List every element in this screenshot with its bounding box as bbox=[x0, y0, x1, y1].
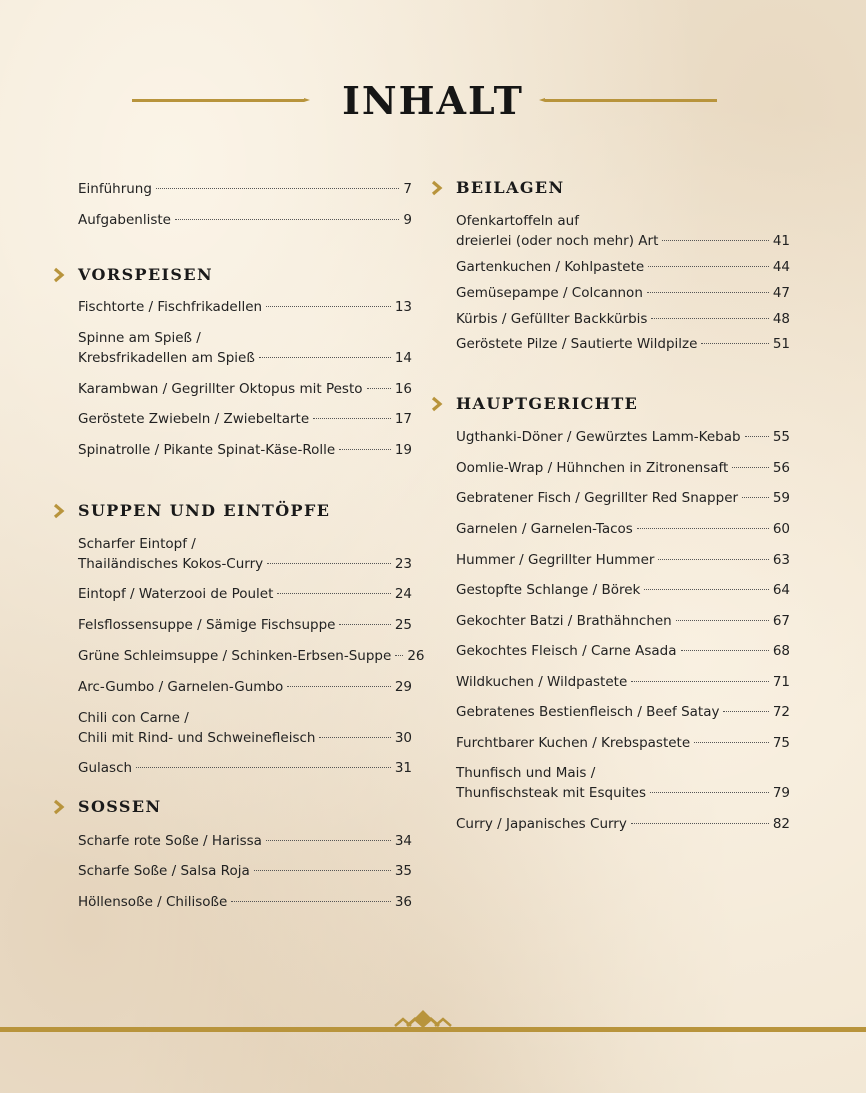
toc-entry[interactable] bbox=[456, 641, 790, 661]
toc-entry-line bbox=[78, 728, 412, 748]
toc-entry-title: Chili mit Rind- und Schweinefleisch bbox=[78, 730, 316, 746]
toc-entry-page-number: 48 bbox=[772, 311, 790, 327]
toc-entry-title: Fischtorte / Fischfrikadellen bbox=[78, 299, 263, 315]
toc-entry-page-number: 75 bbox=[772, 735, 790, 751]
toc-entry-line bbox=[78, 210, 412, 230]
toc-entry-page-number: 35 bbox=[394, 863, 412, 879]
dot-leader bbox=[266, 840, 391, 841]
dot-leader bbox=[648, 266, 769, 267]
toc-entry-title: Wildkuchen / Wildpastete bbox=[456, 674, 628, 690]
toc-entry-page-number: 26 bbox=[407, 648, 425, 664]
toc-entry-page-number: 25 bbox=[394, 617, 412, 633]
toc-entry-line bbox=[456, 702, 790, 722]
toc-entry-line bbox=[456, 283, 790, 303]
toc-entry[interactable] bbox=[456, 211, 790, 251]
toc-entry-title: Garnelen / Garnelen-Tacos bbox=[456, 521, 633, 537]
toc-entry-line bbox=[456, 427, 790, 447]
toc-entry-title: Aufgabenliste bbox=[78, 212, 171, 228]
dot-leader bbox=[339, 624, 390, 625]
toc-entry-page-number: 71 bbox=[772, 674, 790, 690]
toc-entry-page-number: 67 bbox=[772, 613, 790, 629]
toc-entry[interactable] bbox=[78, 179, 412, 199]
toc-entry-title: Gebratener Fisch / Gegrillter Red Snapper bbox=[456, 490, 739, 506]
section-heading bbox=[52, 262, 412, 288]
toc-entry-line bbox=[78, 348, 412, 368]
dot-leader bbox=[650, 792, 769, 793]
toc-entry-title: Spinatrolle / Pikante Spinat-Käse-Rolle bbox=[78, 442, 336, 458]
toc-entry-page-number: 24 bbox=[394, 586, 412, 602]
dot-leader bbox=[266, 306, 391, 307]
toc-entry-page-number: 60 bbox=[772, 521, 790, 537]
toc-entry-title: Curry / Japanisches Curry bbox=[456, 816, 627, 832]
toc-entry[interactable] bbox=[456, 733, 790, 753]
toc-entry[interactable] bbox=[456, 580, 790, 600]
toc-entry-line bbox=[456, 334, 790, 354]
toc-entry-line bbox=[78, 379, 412, 399]
dot-leader bbox=[651, 318, 768, 319]
toc-entry-line bbox=[78, 758, 412, 778]
toc-entry-page-number: 79 bbox=[772, 785, 790, 801]
toc-entry-page-number: 17 bbox=[394, 411, 412, 427]
toc-entry-page-number: 82 bbox=[772, 816, 790, 832]
toc-entry-line bbox=[456, 611, 790, 631]
dot-leader bbox=[231, 901, 390, 902]
toc-entry-page-number: 64 bbox=[772, 582, 790, 598]
toc-entry-title: Gebratenes Bestienfleisch / Beef Satay bbox=[456, 704, 720, 720]
toc-entry[interactable] bbox=[78, 328, 412, 368]
toc-entry[interactable] bbox=[78, 646, 425, 666]
chevron-right-icon bbox=[52, 503, 66, 519]
dot-leader bbox=[156, 188, 399, 189]
dot-leader bbox=[631, 681, 769, 682]
toc-entry-title: Ugthanki-Döner / Gewürztes Lamm-Kebab bbox=[456, 429, 741, 445]
toc-entry-title: Arc-Gumbo / Garnelen-Gumbo bbox=[78, 679, 284, 695]
toc-entry-title: Gemüsepampe / Colcannon bbox=[456, 285, 643, 301]
chevron-right-icon bbox=[52, 799, 66, 815]
toc-entry[interactable] bbox=[456, 672, 790, 692]
toc-entry-page-number: 19 bbox=[394, 442, 412, 458]
toc-entry-page-number: 30 bbox=[394, 730, 412, 746]
toc-entry[interactable] bbox=[456, 458, 790, 478]
section-title: BEILAGEN bbox=[456, 178, 565, 197]
toc-entry-line bbox=[78, 409, 412, 429]
toc-entry[interactable] bbox=[78, 297, 412, 317]
dot-leader bbox=[254, 870, 391, 871]
dot-leader bbox=[313, 418, 391, 419]
toc-entry-title: Scharfe rote Soße / Harissa bbox=[78, 833, 262, 849]
dot-leader bbox=[287, 686, 391, 687]
toc-entry-line bbox=[78, 179, 412, 199]
toc-entry-page-number: 72 bbox=[772, 704, 790, 720]
toc-entry[interactable] bbox=[78, 831, 412, 851]
toc-entry-title: Karambwan / Gegrillter Oktopus mit Pesto bbox=[78, 381, 363, 397]
toc-entry-line bbox=[78, 677, 412, 697]
toc-entry-line bbox=[456, 458, 790, 478]
dot-leader bbox=[723, 711, 768, 712]
toc-entry-title: Höllensoße / Chilisoße bbox=[78, 894, 228, 910]
toc-entry-line bbox=[78, 646, 425, 666]
toc-entry-title: Geröstete Pilze / Sautierte Wildpilze bbox=[456, 336, 698, 352]
dot-leader bbox=[277, 593, 390, 594]
toc-entry-title-line1: Thunfisch und Mais / bbox=[456, 765, 596, 781]
toc-entry-title: Gulasch bbox=[78, 760, 133, 776]
toc-entry-line bbox=[456, 814, 790, 834]
dot-leader bbox=[662, 240, 768, 241]
dot-leader bbox=[631, 823, 769, 824]
toc-entry-page-number: 14 bbox=[394, 350, 412, 366]
toc-entry-page-number: 56 bbox=[772, 460, 790, 476]
toc-entry-title: Oomlie-Wrap / Hühnchen in Zitronensaft bbox=[456, 460, 729, 476]
dot-leader bbox=[339, 449, 391, 450]
toc-entry[interactable] bbox=[456, 334, 790, 354]
toc-entry-title: Geröstete Zwiebeln / Zwiebeltarte bbox=[78, 411, 310, 427]
toc-entry[interactable] bbox=[456, 283, 790, 303]
toc-entry-line bbox=[456, 580, 790, 600]
toc-entry[interactable] bbox=[78, 534, 412, 574]
toc-entry-page-number: 59 bbox=[772, 490, 790, 506]
toc-entry-page-number: 68 bbox=[772, 643, 790, 659]
toc-entry-page-number: 31 bbox=[394, 760, 412, 776]
toc-entry-title-line1: Chili con Carne / bbox=[78, 710, 189, 726]
toc-entry-title: Krebsfrikadellen am Spieß bbox=[78, 350, 255, 366]
toc-entry-line bbox=[456, 783, 790, 803]
toc-entry-page-number: 34 bbox=[394, 833, 412, 849]
title-row bbox=[0, 78, 866, 124]
toc-entry-title: Thailändisches Kokos-Curry bbox=[78, 556, 264, 572]
toc-entry[interactable] bbox=[78, 440, 412, 460]
toc-entry-line bbox=[456, 641, 790, 661]
toc-entry[interactable] bbox=[456, 309, 790, 329]
toc-entry[interactable] bbox=[78, 210, 412, 230]
toc-entry-page-number: 13 bbox=[394, 299, 412, 315]
dot-leader bbox=[175, 219, 399, 220]
section-heading bbox=[52, 794, 412, 820]
section-title: HAUPTGERICHTE bbox=[456, 394, 639, 413]
toc-entry[interactable] bbox=[456, 550, 790, 570]
dot-leader bbox=[136, 767, 391, 768]
toc-entry-page-number: 23 bbox=[394, 556, 412, 572]
section-heading bbox=[52, 498, 412, 524]
toc-entry-title-line1: Ofenkartoffeln auf bbox=[456, 213, 579, 229]
toc-entry[interactable] bbox=[456, 257, 790, 277]
toc-entry-line bbox=[78, 861, 412, 881]
toc-entry-line bbox=[78, 615, 412, 635]
toc-entry[interactable] bbox=[78, 861, 412, 881]
dot-leader bbox=[644, 589, 768, 590]
toc-entry-title: Grüne Schleimsuppe / Schinken-Erbsen-Suppe bbox=[78, 648, 392, 664]
toc-entry-page-number: 29 bbox=[394, 679, 412, 695]
toc-entry[interactable] bbox=[78, 892, 412, 912]
toc-entry-title: Gartenkuchen / Kohlpastete bbox=[456, 259, 645, 275]
toc-entry-title: Thunfischsteak mit Esquites bbox=[456, 785, 647, 801]
dot-leader bbox=[732, 467, 768, 468]
toc-entry-page-number: 55 bbox=[772, 429, 790, 445]
dot-leader bbox=[637, 528, 769, 529]
toc-entry-title: Gekochtes Fleisch / Carne Asada bbox=[456, 643, 677, 659]
dot-leader bbox=[267, 563, 391, 564]
dot-leader bbox=[395, 655, 403, 656]
section-title: SOSSEN bbox=[78, 797, 162, 816]
chevron-right-icon bbox=[430, 396, 444, 412]
toc-entry-line bbox=[456, 550, 790, 570]
toc-entry[interactable] bbox=[78, 708, 412, 748]
toc-entry[interactable] bbox=[78, 615, 412, 635]
toc-entry-title: Gekochter Batzi / Brathähnchen bbox=[456, 613, 672, 629]
toc-entry-line bbox=[456, 309, 790, 329]
toc-entry[interactable] bbox=[78, 409, 412, 429]
chevron-right-icon bbox=[52, 267, 66, 283]
toc-entry-page-number: 63 bbox=[772, 552, 790, 568]
toc-entry-title: Furchtbarer Kuchen / Krebspastete bbox=[456, 735, 691, 751]
toc-entry-page-number: 47 bbox=[772, 285, 790, 301]
toc-entry-line bbox=[78, 440, 412, 460]
toc-entry-page-number: 7 bbox=[403, 181, 412, 197]
toc-entry[interactable] bbox=[456, 427, 790, 447]
dot-leader bbox=[681, 650, 769, 651]
toc-entry[interactable] bbox=[456, 763, 790, 803]
section-heading bbox=[430, 175, 790, 201]
toc-entry-title: dreierlei (oder noch mehr) Art bbox=[456, 233, 659, 249]
toc-entry-line bbox=[78, 554, 412, 574]
toc-entry-title: Felsflossensuppe / Sämige Fischsuppe bbox=[78, 617, 336, 633]
dot-leader bbox=[745, 436, 769, 437]
dot-leader bbox=[701, 343, 768, 344]
toc-entry[interactable] bbox=[456, 702, 790, 722]
toc-entry-title: Eintopf / Waterzooi de Poulet bbox=[78, 586, 274, 602]
toc-entry-page-number: 44 bbox=[772, 259, 790, 275]
toc-entry-page-number: 41 bbox=[772, 233, 790, 249]
toc-entry-page-number: 51 bbox=[772, 336, 790, 352]
toc-entry-line bbox=[456, 672, 790, 692]
toc-entry[interactable] bbox=[78, 677, 412, 697]
dot-leader bbox=[694, 742, 769, 743]
section-heading bbox=[430, 391, 790, 417]
toc-entry-line bbox=[78, 892, 412, 912]
toc-entry[interactable] bbox=[456, 814, 790, 834]
toc-entry-page-number: 16 bbox=[394, 381, 412, 397]
toc-entry-title: Gestopfte Schlange / Börek bbox=[456, 582, 641, 598]
toc-entry-line bbox=[456, 519, 790, 539]
toc-entry-page-number: 36 bbox=[394, 894, 412, 910]
dot-leader bbox=[259, 357, 391, 358]
toc-entry-title-line1: Spinne am Spieß / bbox=[78, 330, 201, 346]
toc-entry-line bbox=[456, 488, 790, 508]
toc-entry-title: Einführung bbox=[78, 181, 152, 197]
dot-leader bbox=[367, 388, 391, 389]
toc-entry-page-number: 9 bbox=[403, 212, 412, 228]
toc-entry-title: Scharfe Soße / Salsa Roja bbox=[78, 863, 250, 879]
toc-entry[interactable] bbox=[456, 611, 790, 631]
dot-leader bbox=[647, 292, 769, 293]
page-title: INHALT bbox=[342, 78, 524, 123]
toc-entry-title: Kürbis / Gefüllter Backkürbis bbox=[456, 311, 648, 327]
dot-leader bbox=[742, 497, 769, 498]
ornament-icon bbox=[387, 1008, 459, 1038]
dot-leader bbox=[658, 559, 768, 560]
toc-entry-line bbox=[456, 733, 790, 753]
section-title: VORSPEISEN bbox=[78, 265, 214, 284]
dot-leader bbox=[319, 737, 390, 738]
dot-leader bbox=[676, 620, 769, 621]
toc-entry-line bbox=[456, 257, 790, 277]
toc-entry-line bbox=[456, 231, 790, 251]
title-divider-right bbox=[545, 99, 717, 102]
toc-entry[interactable] bbox=[456, 519, 790, 539]
toc-entry-line bbox=[78, 584, 412, 604]
toc-entry-line bbox=[78, 297, 412, 317]
toc-entry[interactable] bbox=[78, 584, 412, 604]
toc-entry[interactable] bbox=[456, 488, 790, 508]
section-title: SUPPEN UND EINTÖPFE bbox=[78, 501, 331, 520]
toc-entry-title-line1: Scharfer Eintopf / bbox=[78, 536, 196, 552]
chevron-right-icon bbox=[430, 180, 444, 196]
toc-entry-title: Hummer / Gegrillter Hummer bbox=[456, 552, 655, 568]
toc-entry[interactable] bbox=[78, 379, 412, 399]
toc-entry-line bbox=[78, 831, 412, 851]
toc-entry[interactable] bbox=[78, 758, 412, 778]
